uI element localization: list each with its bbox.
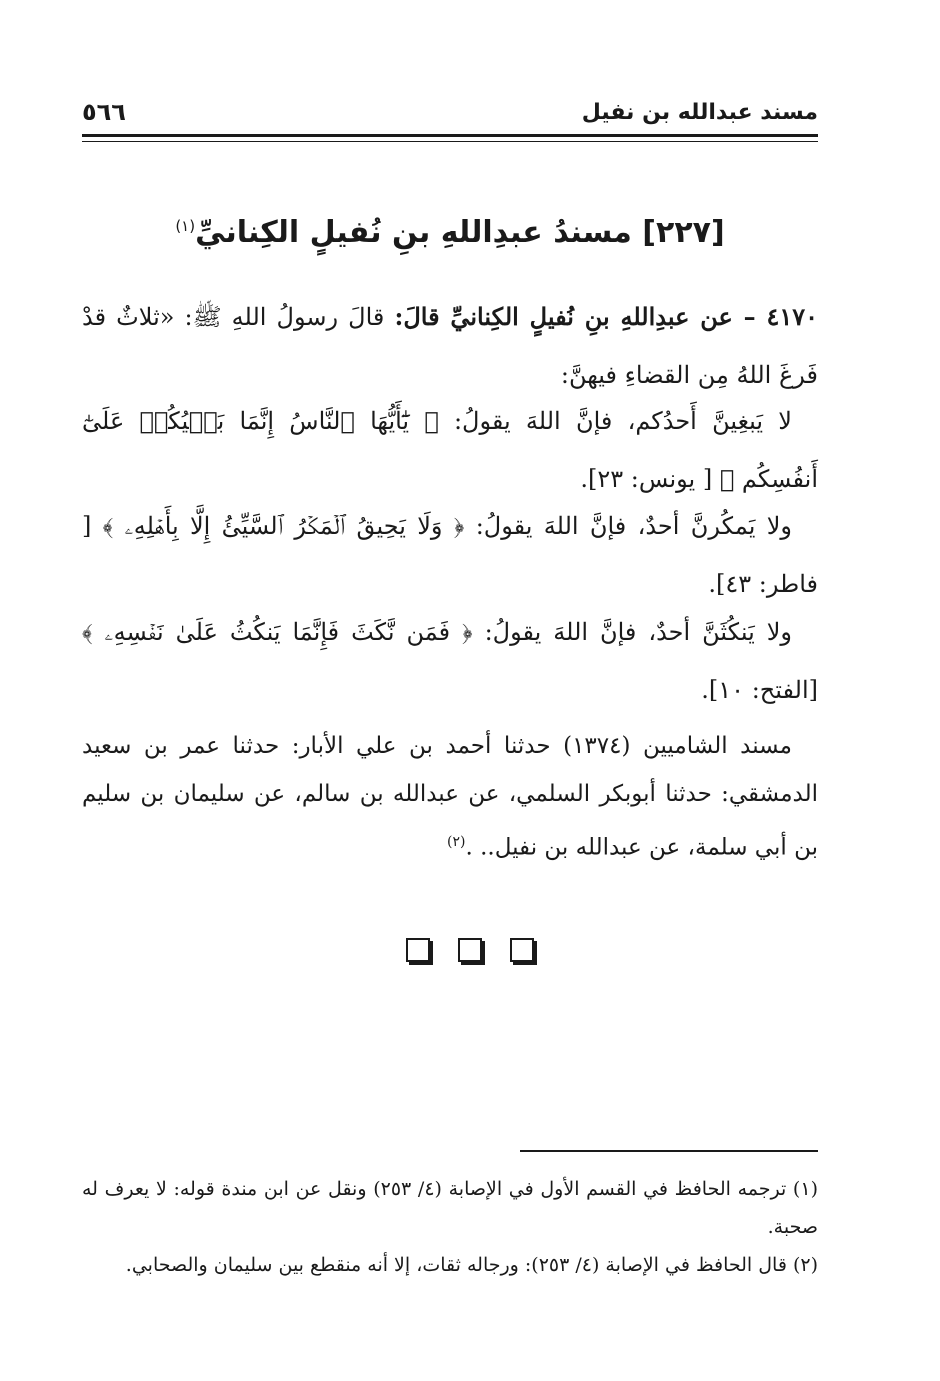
footnote-1: (١) ترجمه الحافظ في القسم الأول في الإصابة (٤/ ٢٥٣) ونقل عن ابن مندة قوله: لا يعرف له صحبة. <box>82 1178 818 1238</box>
hadith-item-3: ولا يَنكُثَنَّ أحدٌ، فإنَّ اللهَ يقولُ: ﴿ فَمَن نَّكَثَ فَإِنَّمَا يَنكُثُ عَلَىٰ نَفۡسِهِۦ ﴾ [الفتح: ١٠]. <box>82 618 818 704</box>
header-rule-thick <box>82 134 818 137</box>
footnotes <box>82 1170 818 1284</box>
section-end-ornament <box>0 938 940 962</box>
source-text: مسند الشاميين (١٣٧٤) حدثنا أحمد بن علي الأبار: حدثنا عمر بن سعيد الدمشقي: حدثنا أبوبكر السلمي، عن عبدالله بن سالم، عن سليمان بن سليم بن أبي سلمة، عن عبدالله بن نفيل.. . <box>82 733 818 861</box>
hadith-intro <box>82 288 818 404</box>
chapter-footnote-ref: (١) <box>175 217 196 235</box>
hadith-item-1: لا يَبغِينَّ أَحدُكم، فإنَّ اللهَ يقولُ: ﴿ يَٰٓأَيُّهَا ٱلنَّاسُ إِنَّمَا بَغۡيُكُمۡ عَلَىٰٓ أَنفُسِكُم ﴾ [ يونس: ٢٣]. <box>82 407 818 493</box>
page-number: ٥٦٦ <box>82 98 126 126</box>
footnote-2: (٢) قال الحافظ في الإصابة (٤/ ٢٥٣): ورجاله ثقات، إلا أنه منقطع بين سليمان والصحابي. <box>125 1254 818 1276</box>
source-footnote-ref: (٢) <box>446 834 466 850</box>
header-rule-thin <box>82 141 818 142</box>
hadith-number-lead: ٤١٧٠ – عن عبدِاللهِ بنِ نُفيلٍ الكِنانيِّ قالَ: <box>394 302 818 331</box>
hadith-item-2: ولا يَمكُرنَّ أحدٌ، فإنَّ اللهَ يقولُ: ﴿ وَلَا يَحِيقُ ٱلۡمَكۡرُ ٱلسَّيِّئُ إِلَّا بِأَهۡلِهِۦ ﴾ [ فاطر: ٤٣]. <box>82 512 818 598</box>
running-head: مسند عبدالله بن نفيل <box>581 99 818 125</box>
ornament-box-icon <box>406 938 430 962</box>
ornament-box-icon <box>510 938 534 962</box>
hadith-intro-text: قالَ رسولُ اللهِ ﷺ: «ثلاثٌ قدْ فَرغَ اللهُ مِن القضاءِ فيهنَّ: <box>82 303 818 389</box>
chapter-title <box>82 215 818 250</box>
page-header <box>82 92 818 132</box>
footnote-separator <box>520 1150 818 1152</box>
ornament-box-icon <box>458 938 482 962</box>
source-citation <box>82 722 818 872</box>
chapter-title-text: [٢٢٧] مسندُ عبدِاللهِ بنِ نُفيلٍ الكِنانيِّ <box>195 215 725 250</box>
